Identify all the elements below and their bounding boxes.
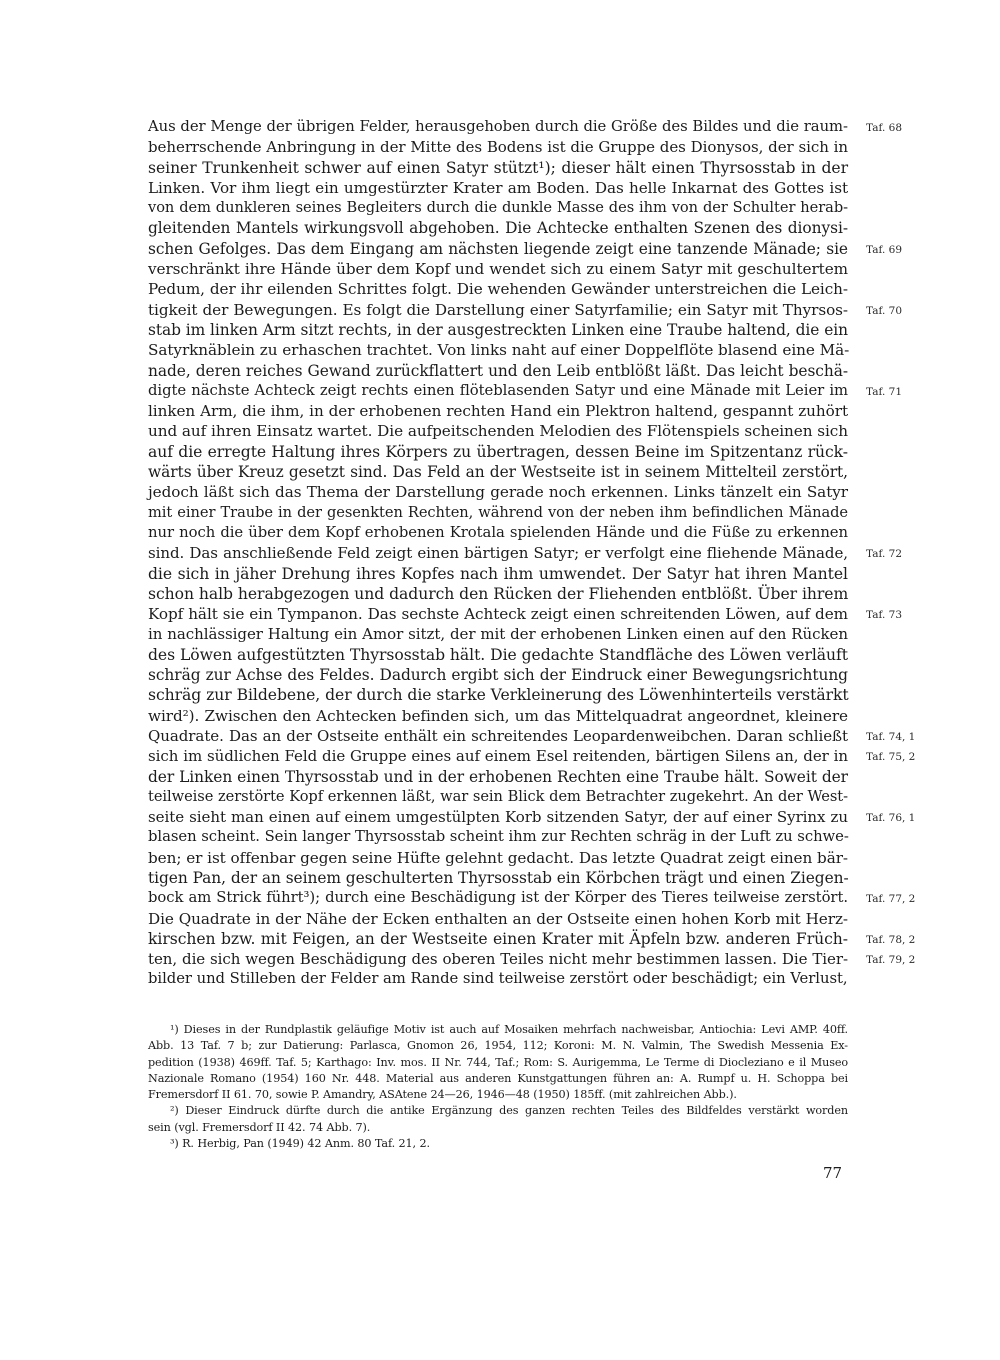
plate-reference: Taf. 70 bbox=[866, 304, 902, 317]
text-line: sind. Das anschließende Feld zeigt einen bärtigen Satyr; er verfolgt eine fliehende Mänade, bbox=[148, 544, 848, 563]
plate-reference: Taf. 76, 1 bbox=[866, 812, 916, 825]
text-line: wärts über Kreuz gesetzt sind. Das Feld an der Westseite ist in seinem Mittelteil zerstört, bbox=[148, 463, 848, 482]
text-line: tigen Pan, der an seinem geschulterten Thyrsosstab ein Körbchen trägt und einen Ziegen- bbox=[148, 868, 849, 887]
plate-reference: Taf. 73 bbox=[866, 609, 902, 622]
plate-reference: Taf. 74, 1 bbox=[866, 731, 916, 743]
text-line: kirschen bzw. mit Feigen, an der Westseite einen Krater mit Äpfeln bzw. anderen Früch- bbox=[148, 929, 848, 948]
text-line: schräg zur Achse des Feldes. Dadurch ergibt sich der Eindruck einer Bewegungsrichtung bbox=[148, 666, 848, 685]
text-line: nade, deren reiches Gewand zurückflattert und den Leib entblößt läßt. Das leicht beschä- bbox=[148, 361, 848, 380]
text-line: schen Gefolges. Das dem Eingang am nächsten liegende zeigt eine tanzende Mänade; sie bbox=[148, 239, 848, 258]
plate-reference: Taf. 77, 2 bbox=[866, 893, 916, 906]
text-line: der Linken einen Thyrsosstab und in der erhobenen Rechten eine Traube hält. Soweit der bbox=[148, 767, 848, 786]
text-line: ben; er ist offenbar gegen seine Hüfte gelehnt gedacht. Das letzte Quadrat zeigt einen bär- bbox=[148, 848, 848, 867]
plate-reference: Taf. 69 bbox=[866, 243, 902, 256]
footnote-line: Abb. 13 Taf. 7 b; zur Datierung: Parlasca, Gnomon 26, 1954, 112; Koroni: M. N. Valmin, The Swedish Messenia Ex- bbox=[148, 1039, 848, 1053]
plate-reference: Taf. 72 bbox=[866, 548, 902, 561]
text-line: die sich in jäher Drehung ihres Kopfes nach ihm umwendet. Der Satyr hat ihren Mantel bbox=[148, 564, 848, 583]
text-line: Linken. Vor ihm liegt ein umgestürzter Krater am Boden. Das helle Inkarnat des Gottes ist bbox=[148, 178, 848, 197]
footnote-line: sein (vgl. Fremersdorf II 42. 74 Abb. 7). bbox=[148, 1120, 371, 1134]
text-line: ten, die sich wegen Beschädigung des oberen Teiles nicht mehr bestimmen lassen. Die Tier- bbox=[148, 950, 848, 969]
text-line: Kopf hält sie ein Tympanon. Das sechste Achteck zeigt einen schreitenden Löwen, auf dem bbox=[148, 605, 848, 624]
text-line: bock am Strick führt³); durch eine Beschädigung ist der Körper des Tieres teilweise zerstört. bbox=[148, 889, 848, 907]
text-line: jedoch läßt sich das Thema der Darstellung gerade noch erkennen. Links tänzelt ein Satyr bbox=[148, 483, 848, 502]
text-line: Satyrknäblein zu erhaschen trachtet. Von links naht auf einer Doppelflöte blasend eine Mä- bbox=[148, 341, 850, 360]
footnotes bbox=[148, 1022, 848, 1152]
footnote-line: pedition (1938) 469ff. Taf. 5; Karthago: Inv. mos. II Nr. 744, Taf.; Rom: S. Aurigemma, Le Terme di Diocleziano e il Museo bbox=[148, 1055, 848, 1069]
text-line: blasen scheint. Sein langer Thyrsosstab scheint ihm zur Rechten schräg in der Luft zu schwe- bbox=[148, 828, 849, 846]
text-line: tigkeit der Bewegungen. Es folgt die Darstellung einer Satyrfamilie; ein Satyr mit Thyrsos- bbox=[148, 300, 848, 319]
text-line: seite sieht man einen auf einem umgestülpten Korb sitzenden Satyr, der auf einer Syrinx zu bbox=[148, 808, 848, 827]
text-line: Aus der Menge der übrigen Felder, herausgehoben durch die Größe des Bildes und die raum- bbox=[148, 118, 848, 135]
plate-reference: Taf. 78, 2 bbox=[866, 934, 916, 946]
main-text bbox=[148, 117, 848, 990]
text-line: Die Quadrate in der Nähe der Ecken enthalten an der Ostseite einen hohen Korb mit Herz- bbox=[148, 909, 848, 928]
text-line: in nachlässiger Haltung ein Amor sitzt, der mit der erhobenen Linken einen auf den Rücken bbox=[148, 625, 848, 644]
footnote-line: ²) Dieser Eindruck dürfte durch die antike Ergänzung des ganzen rechten Teiles des Bildfeldes verstärkt worden bbox=[170, 1104, 848, 1118]
text-line: Pedum, der ihr eilenden Schrittes folgt. Die wehenden Gewänder unterstreichen die Leich- bbox=[148, 280, 848, 299]
text-line: beherrschende Anbringung in der Mitte des Bodens ist die Gruppe des Dionysos, der sich in bbox=[148, 138, 848, 157]
text-line: schräg zur Bildebene, der durch die starke Verkleinerung des Löwenhinterteils verstärkt bbox=[148, 686, 849, 705]
text-line: seiner Trunkenheit schwer auf einen Satyr stützt¹); dieser hält einen Thyrsosstab in der bbox=[148, 158, 848, 177]
text-line: schon halb herabgezogen und dadurch den Rücken der Fliehenden entblößt. Über ihrem bbox=[148, 584, 849, 603]
plate-reference: Taf. 71 bbox=[866, 385, 902, 398]
plate-reference: Taf. 68 bbox=[866, 122, 902, 134]
text-line: auf die erregte Haltung ihres Körpers zu übertragen, dessen Beine im Spitzentanz rück- bbox=[148, 442, 848, 461]
footnote-line: ¹) Dieses in der Rundplastik geläufige Motiv ist auch auf Mosaiken mehrfach nachweisbar, Antiochia: Levi AMP. 40ff. bbox=[170, 1023, 848, 1036]
text-line: sich im südlichen Feld die Gruppe eines auf einem Esel reitenden, bärtigen Silens an, der in bbox=[148, 747, 848, 766]
text-line: von dem dunkleren seines Begleiters durch die dunkle Masse des ihm von der Schulter herab- bbox=[148, 199, 848, 217]
text-line: verschränkt ihre Hände über dem Kopf und wendet sich zu einem Satyr mit geschultertem bbox=[148, 260, 848, 279]
plate-reference: Taf. 75, 2 bbox=[866, 751, 916, 764]
text-line: nur noch die über dem Kopf erhobenen Krotala spielenden Hände und die Füße zu erkennen bbox=[148, 523, 848, 541]
footnote-line: ³) R. Herbig, Pan (1949) 42 Anm. 80 Taf. 21, 2. bbox=[170, 1137, 430, 1151]
page-number: 77 bbox=[823, 1164, 843, 1182]
text-line: digte nächste Achteck zeigt rechts einen flöteblasenden Satyr und eine Mänade mit Leier im bbox=[148, 381, 848, 399]
text-line: und auf ihren Einsatz wartet. Die aufpeitschenden Melodien des Flötenspiels scheinen sich bbox=[148, 422, 848, 441]
plate-reference: Taf. 79, 2 bbox=[866, 954, 916, 967]
text-line: gleitenden Mantels wirkungsvoll abgehoben. Die Achtecke enthalten Szenen des dionysi- bbox=[148, 219, 848, 238]
text-line: wird²). Zwischen den Achtecken befinden sich, um das Mittelquadrat angeordnet, kleinere bbox=[148, 706, 848, 725]
text-line: stab im linken Arm sitzt rechts, in der ausgestreckten Linken eine Traube haltend, die ein bbox=[148, 320, 848, 339]
text-line: teilweise zerstörte Kopf erkennen läßt, war sein Blick dem Betrachter zugekehrt. An der West- bbox=[148, 787, 848, 805]
text-line: des Löwen aufgestützten Thyrsosstab hält. Die gedachte Standfläche des Löwen verläuft bbox=[148, 645, 848, 664]
footnote-line: Fremersdorf II 61. 70, sowie P. Amandry, ASAtene 24—26, 1946—48 (1950) 185ff. (mit zahlreichen Abb.). bbox=[148, 1088, 737, 1102]
text-line: linken Arm, die ihm, in der erhobenen rechten Hand ein Plektron haltend, gespannt zuhört bbox=[148, 402, 848, 421]
text-line: bilder und Stilleben der Felder am Rande sind teilweise zerstört oder beschädigt; ein Verlust, bbox=[148, 970, 848, 988]
text-line: Quadrate. Das an der Ostseite enthält ein schreitendes Leopardenweibchen. Daran schließt bbox=[148, 726, 848, 745]
footnote-line: Nazionale Romano (1954) 160 Nr. 448. Material aus anderen Kunstgattungen führen an: A. Rumpf u. H. Schoppa bei bbox=[148, 1071, 848, 1085]
text-line: mit einer Traube in der gesenkten Rechten, während von der neben ihm befindlichen Mänade bbox=[148, 503, 848, 521]
